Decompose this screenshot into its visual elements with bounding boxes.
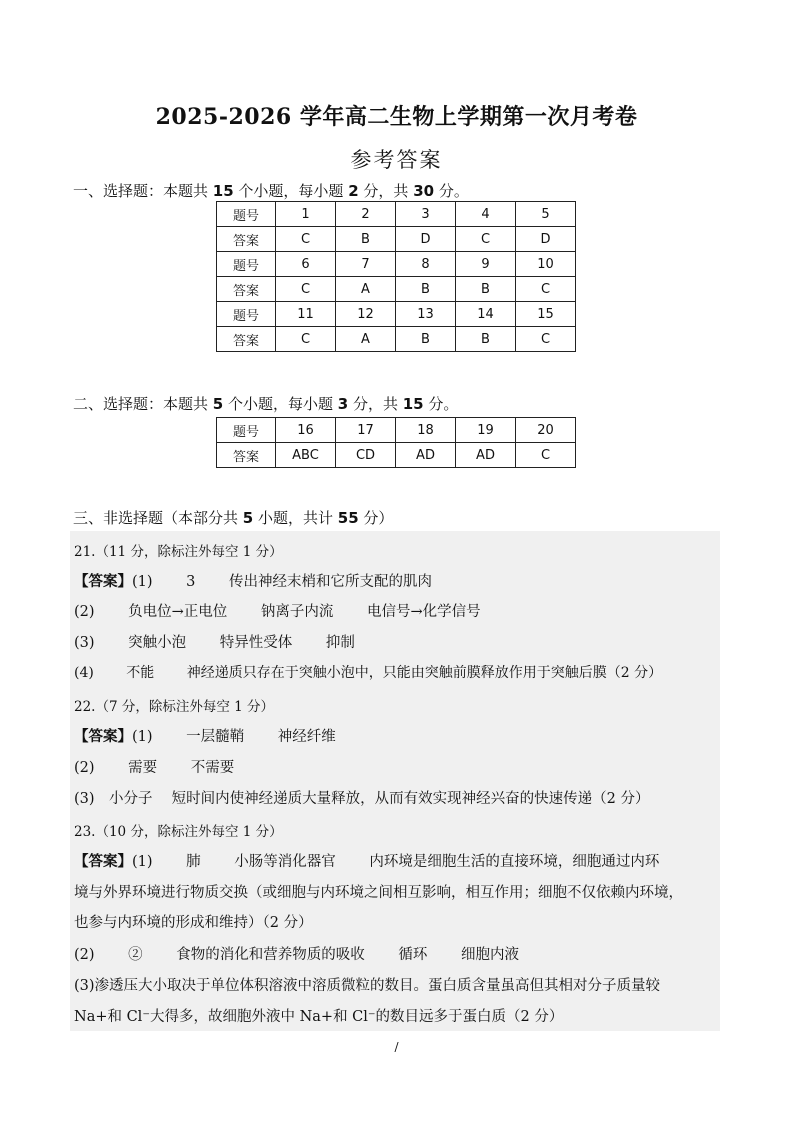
section1-table-cell: 8 (396, 252, 456, 277)
section1-table-cell: B (456, 327, 516, 352)
section2-table-cell: 17 (336, 418, 396, 443)
q23-answer-1-cont2: 也参与内环境的形成和维持）（2 分） (74, 915, 313, 931)
section1-table-row (217, 327, 576, 352)
section1-table-row (217, 202, 576, 227)
section1-table-cell: 14 (456, 302, 516, 327)
section1-table-cell: 3 (396, 202, 456, 227)
section1-table-cell: C (516, 277, 576, 302)
section1-table-cell: 13 (396, 302, 456, 327)
section1-table-row-label: 题号 (217, 202, 276, 227)
q21-answer-3: (3) 突触小泡 特异性受体 抑制 (74, 635, 355, 651)
section2-table-row (217, 443, 576, 468)
q22-answer-2: (2) 需要 不需要 (74, 760, 235, 776)
section2-table-cell: AD (456, 443, 516, 468)
section2-table-cell: 19 (456, 418, 516, 443)
section1-table-row (217, 227, 576, 252)
q23-answer-1: 【答案】(1) 肺 小肠等消化器官 内环境是细胞生活的直接环境，细胞通过内环 (74, 853, 660, 870)
section2-table-cell: C (516, 443, 576, 468)
section1-table-cell: C (276, 327, 336, 352)
section2-table-cell: 16 (276, 418, 336, 443)
section1-table-row (217, 252, 576, 277)
section2-heading: 二、选择题：本题共 5 个小题，每小题 3 分，共 15 分。 (73, 395, 459, 413)
q23-answer-1-cont: 境与外界环境进行物质交换（或细胞与内环境之间相互影响，相互作用；细胞不仅依赖内环境， (74, 885, 683, 901)
q23-answer-2: (2) ② 食物的消化和营养物质的吸收 循环 细胞内液 (74, 947, 519, 963)
q22-answer-1: 【答案】(1) 一层髓鞘 神经纤维 (74, 728, 336, 745)
section2-table-row-label: 答案 (217, 443, 276, 468)
section1-table-cell: D (396, 227, 456, 252)
q21-answer-4: (4) 不能 神经递质只存在于突触小泡中，只能由突触前膜释放作用于突触后膜（2 分） (74, 665, 663, 681)
page-title: 2025-2026 学年高二生物上学期第一次月考卷 (155, 104, 638, 130)
section1-table-row-label: 答案 (217, 227, 276, 252)
section1-table-cell: 9 (456, 252, 516, 277)
section2-table-cell: CD (336, 443, 396, 468)
page-number: / (394, 1040, 399, 1054)
section1-heading: 一、选择题：本题共 15 个小题，每小题 2 分，共 30 分。 (73, 182, 469, 200)
section2-table-cell: ABC (276, 443, 336, 468)
section1-table-cell: A (336, 327, 396, 352)
section1-table-cell: 4 (456, 202, 516, 227)
section1-table-cell: 5 (516, 202, 576, 227)
section1-table-cell: 10 (516, 252, 576, 277)
section1-table-row-label: 题号 (217, 302, 276, 327)
q21-answer-2: (2) 负电位→正电位 钠离子内流 电信号→化学信号 (74, 604, 481, 620)
section1-table-cell: 1 (276, 202, 336, 227)
section1-table-cell: B (336, 227, 396, 252)
section1-table-cell: 2 (336, 202, 396, 227)
section1-table-cell: C (456, 227, 516, 252)
section1-table-row (217, 302, 576, 327)
section1-table-row-label: 题号 (217, 252, 276, 277)
section1-table-cell: B (396, 277, 456, 302)
section1-table-cell: 7 (336, 252, 396, 277)
q21-answer-1: 【答案】(1) 3 传出神经末梢和它所支配的肌肉 (74, 573, 432, 590)
section1-table-row-label: 答案 (217, 277, 276, 302)
q21-header: 21.（11 分，除标注外每空 1 分） (74, 544, 283, 560)
section2-table-row (217, 418, 576, 443)
section1-table-cell: 12 (336, 302, 396, 327)
section1-table-cell: 15 (516, 302, 576, 327)
section2-table-cell: 18 (396, 418, 456, 443)
q23-answer-3: (3)渗透压大小取决于单位体积溶液中溶质微粒的数目。蛋白质含量虽高但其相对分子质量较 (74, 978, 661, 994)
section1-table-cell: A (336, 277, 396, 302)
section1-answer-table (216, 201, 576, 352)
section2-table-cell: 20 (516, 418, 576, 443)
section1-table-row-label: 答案 (217, 327, 276, 352)
section3-heading: 三、非选择题（本部分共 5 小题，共计 55 分） (73, 509, 394, 527)
section1-table-row (217, 277, 576, 302)
q22-answer-3: (3) 小分子 短时间内使神经递质大量释放，从而有效实现神经兴奋的快速传递（2 分） (74, 791, 650, 807)
q23-answer-3-cont: Na+和 Cl⁻大得多，故细胞外液中 Na+和 Cl⁻的数目远多于蛋白质（2 分） (74, 1009, 564, 1025)
q23-header: 23.（10 分，除标注外每空 1 分） (74, 824, 283, 840)
page-subtitle: 参考答案 (350, 148, 443, 172)
section1-table-cell: C (276, 277, 336, 302)
section2-table-cell: AD (396, 443, 456, 468)
section1-table-cell: 6 (276, 252, 336, 277)
section1-table-cell: C (516, 327, 576, 352)
section1-table-cell: B (456, 277, 516, 302)
section1-table-cell: 11 (276, 302, 336, 327)
q22-header: 22.（7 分，除标注外每空 1 分） (74, 699, 275, 715)
section2-table-row-label: 题号 (217, 418, 276, 443)
section2-answer-table (216, 417, 576, 468)
section1-table-cell: C (276, 227, 336, 252)
section1-table-cell: D (516, 227, 576, 252)
section1-table-cell: B (396, 327, 456, 352)
